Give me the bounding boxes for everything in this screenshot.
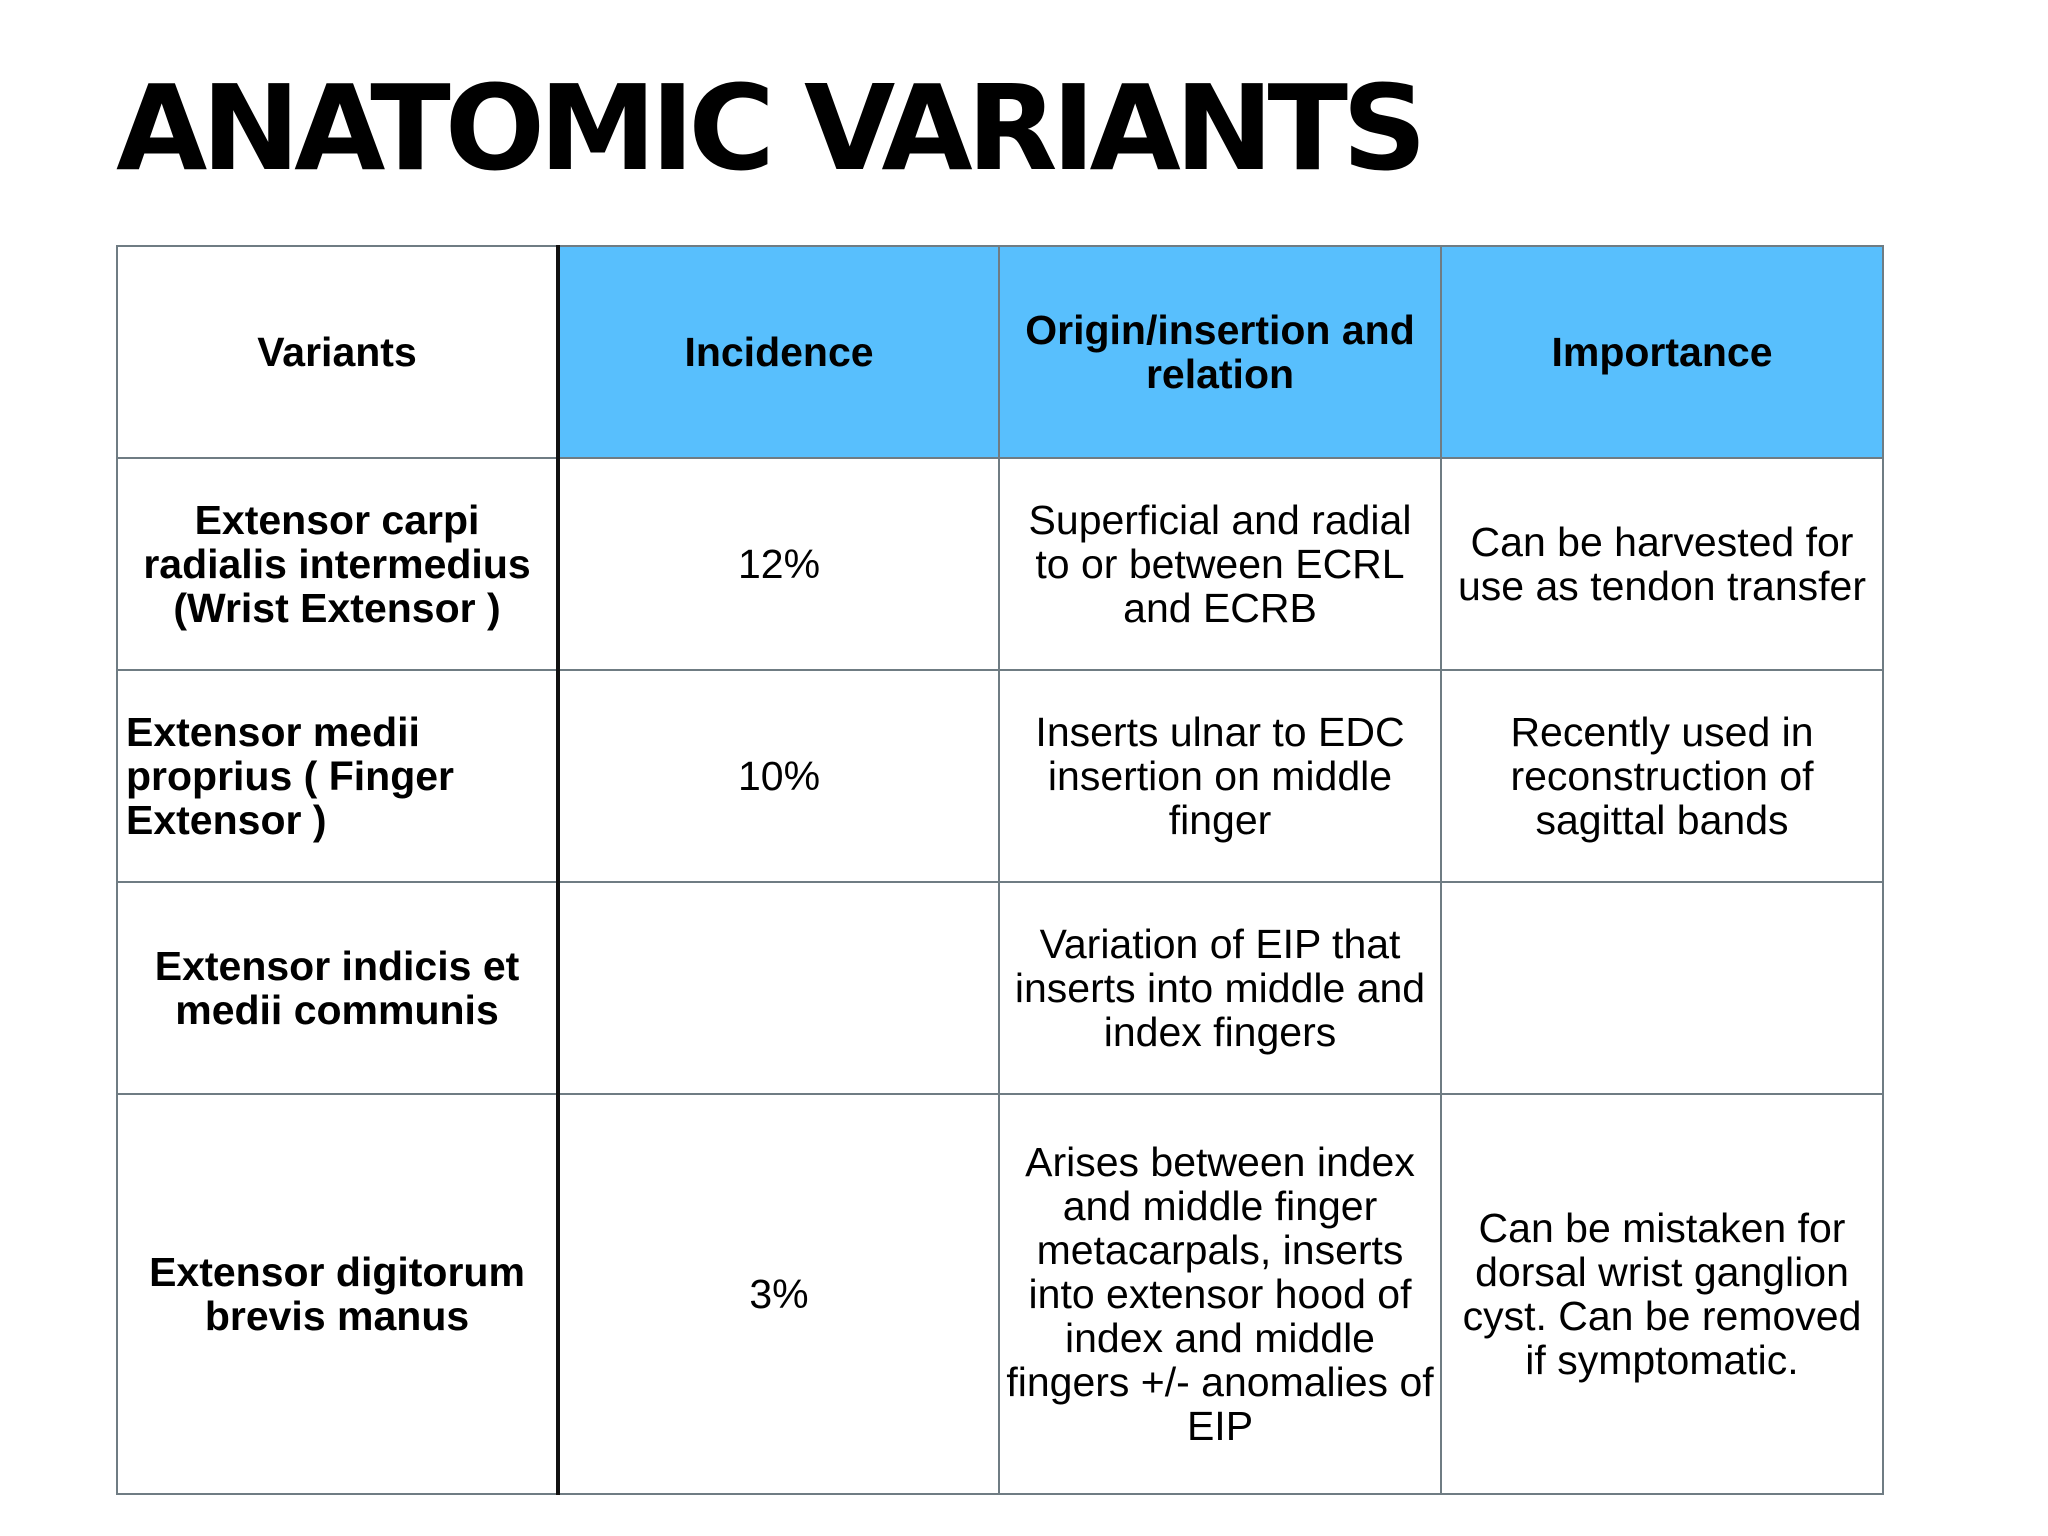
- header-variants: Variants: [117, 246, 558, 458]
- header-origin-insertion: Origin/insertion and relation: [999, 246, 1441, 458]
- header-incidence: Incidence: [558, 246, 999, 458]
- variant-cell: Extensor digitorum brevis manus: [117, 1094, 558, 1494]
- table-row: [117, 1094, 1883, 1494]
- variant-cell: Extensor carpi radialis intermedius (Wrist Extensor ): [117, 458, 558, 670]
- importance-cell: Can be mistaken for dorsal wrist ganglion cyst. Can be removed if symptomatic.: [1441, 1094, 1883, 1494]
- origin-cell: Superficial and radial to or between ECRL and ECRB: [999, 458, 1441, 670]
- incidence-cell: 12%: [558, 458, 999, 670]
- origin-cell: Variation of EIP that inserts into middle and index fingers: [999, 882, 1441, 1094]
- importance-cell: Recently used in reconstruction of sagittal bands: [1441, 670, 1883, 882]
- table-row: [117, 882, 1883, 1094]
- importance-cell: Can be harvested for use as tendon transfer: [1441, 458, 1883, 670]
- table-row: [117, 458, 1883, 670]
- origin-cell: Arises between index and middle finger metacarpals, inserts into extensor hood of index and middle fingers +/- anomalies of EIP: [999, 1094, 1441, 1494]
- table-row: [117, 670, 1883, 882]
- variants-table: [116, 245, 1884, 1495]
- incidence-cell: [558, 882, 999, 1094]
- origin-cell: Inserts ulnar to EDC insertion on middle finger: [999, 670, 1441, 882]
- variant-cell: Extensor indicis et medii communis: [117, 882, 558, 1094]
- table-header-row: [117, 246, 1883, 458]
- incidence-cell: 3%: [558, 1094, 999, 1494]
- importance-cell: [1441, 882, 1883, 1094]
- variant-cell: Extensor medii proprius ( Finger Extensor ): [117, 670, 558, 882]
- incidence-cell: 10%: [558, 670, 999, 882]
- header-importance: Importance: [1441, 246, 1883, 458]
- page-title: ANATOMIC VARIANTS: [116, 59, 1422, 197]
